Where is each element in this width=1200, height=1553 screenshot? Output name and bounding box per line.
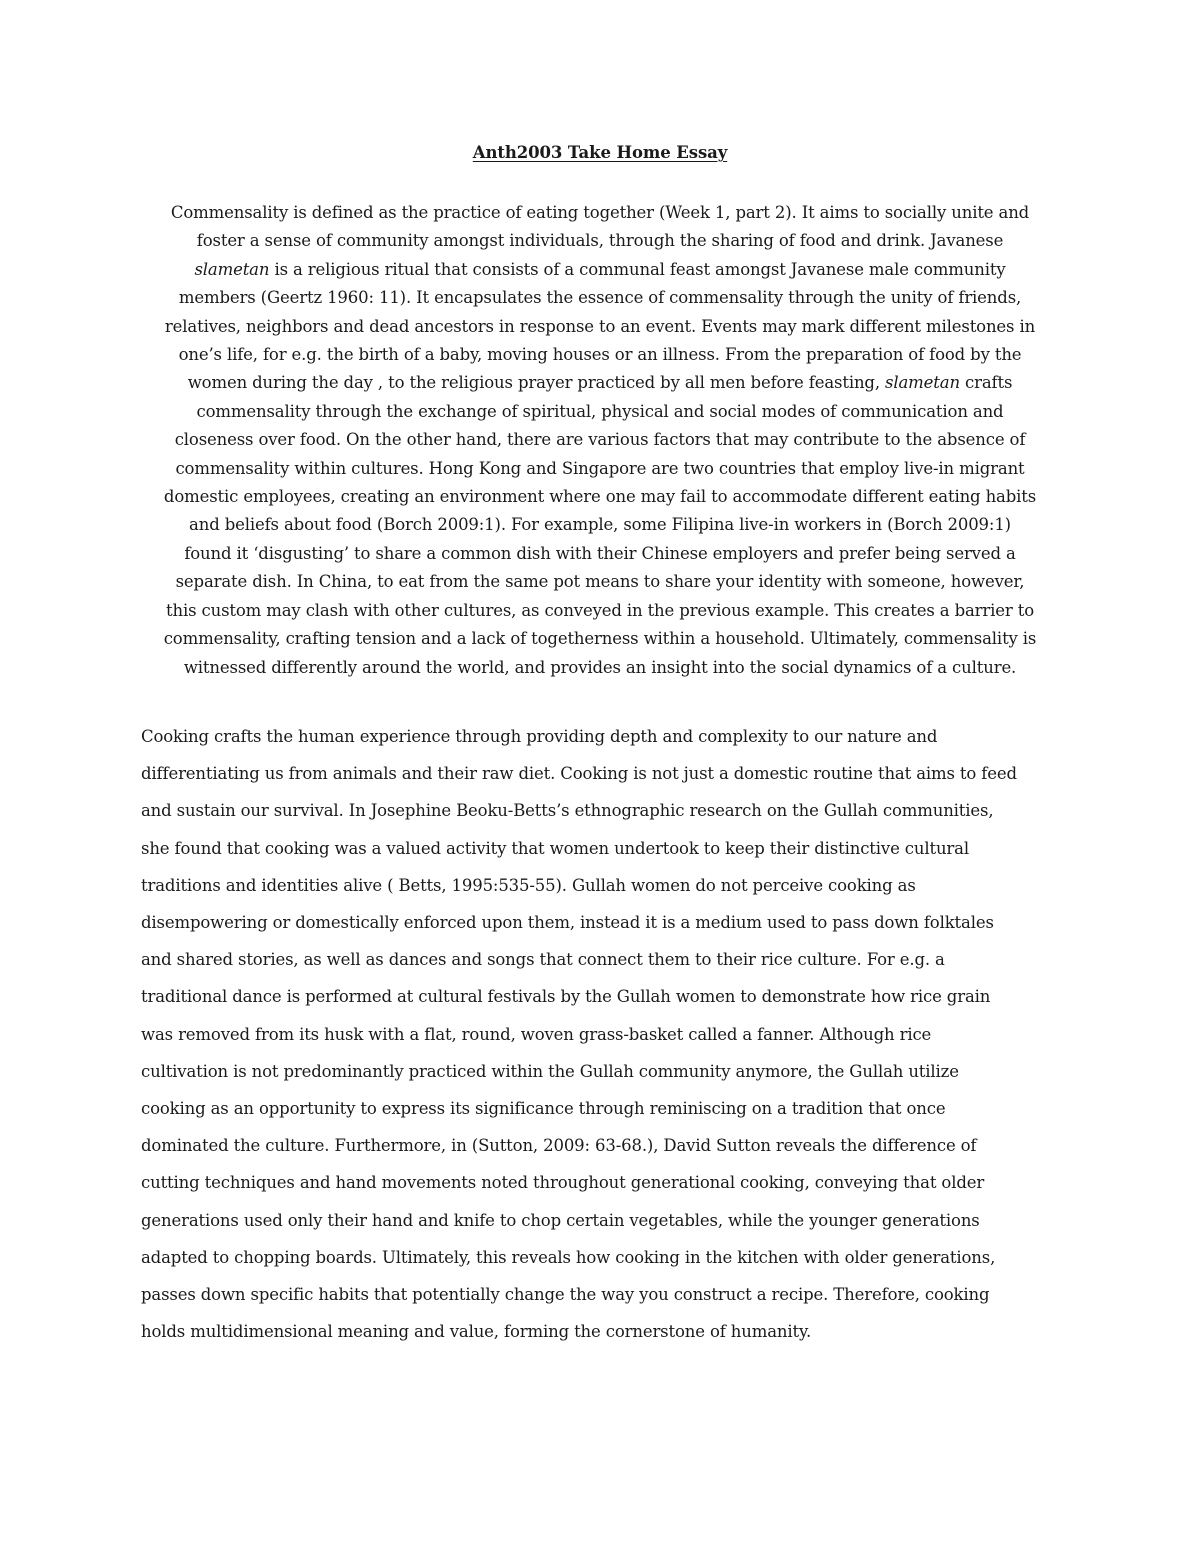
body-line: and shared stories, as well as dances and songs that connect them to their rice culture. For e.g. a — [141, 950, 945, 970]
essay-title: Anth2003 Take Home Essay — [472, 143, 728, 162]
body-line: disempowering or domestically enforced upon them, instead it is a medium used to pass down folktales — [141, 913, 994, 933]
slametan-term: slametan — [885, 373, 960, 393]
intro-line-text: women during the day , to the religious prayer practiced by all men before feasting, — [187, 373, 886, 393]
body-line: Cooking crafts the human experience through providing depth and complexity to our nature and — [141, 727, 938, 746]
slametan-term: slametan — [194, 259, 270, 279]
body-line: generations used only their hand and knife to chop certain vegetables, while the younger generations — [141, 1210, 980, 1230]
body-line: was removed from its husk with a flat, round, woven grass-basket called a fanner. Although rice — [141, 1024, 932, 1044]
intro-line: closeness over food. On the other hand, there are various factors that may contribute to the absence of — [174, 430, 1026, 450]
body-line: traditional dance is performed at cultural festivals by the Gullah women to demonstrate how rice grain — [141, 987, 991, 1007]
intro-paragraph — [140, 199, 1060, 682]
intro-line: members (Geertz 1960: 11). It encapsulates the essence of commensality through the unity of friends, — [178, 288, 1022, 308]
intro-line: and beliefs about food (Borch 2009:1). For example, some Filipina live-in workers in (Borch 2009:1) — [189, 515, 1011, 535]
intro-line: separate dish. In China, to eat from the same pot means to share your identity with someone, however, — [175, 572, 1025, 592]
intro-line — [140, 256, 1060, 284]
body-line: she found that cooking was a valued activity that women undertook to keep their distinctive cultural — [141, 838, 969, 858]
body-line: traditions and identities alive ( Betts, 1995:535-55). Gullah women do not perceive cooking as — [141, 875, 916, 895]
body-line: cooking as an opportunity to express its significance through reminiscing on a tradition that once — [141, 1099, 946, 1119]
intro-line: commensality within cultures. Hong Kong and Singapore are two countries that employ live-in migrant — [175, 458, 1025, 478]
intro-line: witnessed differently around the world, and provides an insight into the social dynamics of a culture. — [183, 657, 1017, 677]
intro-line-text: crafts — [959, 373, 1013, 393]
intro-line: one’s life, for e.g. the birth of a baby, moving houses or an illness. From the preparation of food by the — [178, 345, 1022, 365]
body-line: adapted to chopping boards. Ultimately, this reveals how cooking in the kitchen with older generations, — [141, 1247, 996, 1267]
intro-line: this custom may clash with other cultures, as conveyed in the previous example. This creates a barrier to — [166, 600, 1034, 620]
intro-line: domestic employees, creating an environment where one may fail to accommodate different eating habits — [163, 487, 1037, 507]
intro-line: commensality, crafting tension and a lack of togetherness within a household. Ultimately, commensality is — [163, 629, 1037, 649]
intro-line — [140, 369, 1060, 397]
body-line: differentiating us from animals and their raw diet. Cooking is not just a domestic routine that aims to feed — [141, 764, 1017, 784]
body-line: passes down specific habits that potentially change the way you construct a recipe. Therefore, cooking — [141, 1285, 990, 1305]
body-line: cutting techniques and hand movements noted throughout generational cooking, conveying that older — [141, 1173, 985, 1193]
intro-line: Commensality is defined as the practice of eating together (Week 1, part 2). It aims to socially unite and — [170, 203, 1030, 222]
intro-line: foster a sense of community amongst individuals, through the sharing of food and drink. Javanese — [196, 231, 1004, 251]
body-line: dominated the culture. Furthermore, in (Sutton, 2009: 63-68.), David Sutton reveals the difference of — [141, 1136, 977, 1156]
intro-line: relatives, neighbors and dead ancestors in response to an event. Events may mark different milestones in — [164, 316, 1036, 336]
intro-line: found it ‘disgusting’ to share a common dish with their Chinese employers and prefer being served a — [184, 543, 1016, 563]
body-paragraph — [141, 718, 1061, 1350]
body-line: and sustain our survival. In Josephine Beoku-Betts’s ethnographic research on the Gullah communities, — [141, 801, 994, 821]
body-line: holds multidimensional meaning and value, forming the cornerstone of humanity. — [141, 1322, 812, 1342]
intro-line: commensality through the exchange of spiritual, physical and social modes of communication and — [196, 401, 1004, 421]
intro-line-text: is a religious ritual that consists of a communal feast amongst Javanese male community — [269, 259, 1006, 279]
body-line: cultivation is not predominantly practiced within the Gullah community anymore, the Gullah utilize — [141, 1061, 959, 1081]
